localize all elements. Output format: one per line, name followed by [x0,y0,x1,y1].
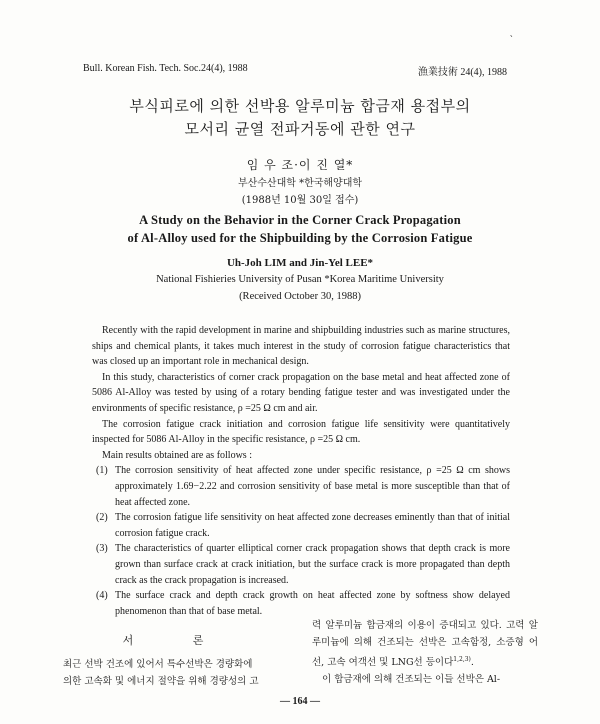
left-column-text [63,656,291,690]
right-column-paragraph: 력 알루미늄 합금재의 이용이 증대되고 있다. 고력 알루미늄에 의해 건조되는 선박은 고속함정, 소증형 어선, 고속 여객선 및 LNG선 등이다$^{1,2,3)}$. [312,620,538,669]
section-title-introduction: 서 론 [122,634,232,647]
english-title-line1: A Study on the Behavior in the Corner Crack Propagation [139,213,461,227]
right-column-text [312,617,538,688]
korean-authors: 임 우 조·이 진 열* [246,158,354,172]
korean-title-line1: 부식피로에 의한 선박용 알루미늄 합금재 용접부의 [129,97,471,115]
result-item: (1) The corrosion sensitivity of heat affected zone under specific resistance, ρ =25 Ω cm shows approximately 1.69−2.22 and corrosion sensitivity of base metal is more susceptible than that of heat affected zone. [96,465,510,508]
results-list [92,463,510,619]
left-column-line: 최근 선박 건조에 있어서 특수선박은 경량화에 [63,659,253,670]
english-title-line2: of Al-Alloy used for the Shipbuilding by the Corrosion Fatigue [127,231,473,245]
result-item: (2) The corrosion fatigue life sensitivity on heat affected zone decreases eminently than that of initial corrosion fatigue crack. [96,512,510,539]
abstract [92,323,510,619]
abstract-paragraph-1: Recently with the rapid development in marine and shipbuilding industries such as marine structures, ships and chemical plants, it takes much interest in the study of corrosion fatigue characteristics that was closed up an important role in mechanical design. [92,325,510,368]
abstract-paragraph-4: Main results obtained are as follows : [102,449,252,461]
corner-mark: ` [509,36,514,46]
korean-affiliation: 부산수산대학 *한국해양대학 [237,178,363,189]
result-item: (4) The surface crack and depth crack growth on heat affected zone by softness show delayed phenomenon than that of base metal. [96,590,510,617]
korean-title-line2: 모서리 균열 전파거동에 관한 연구 [184,120,416,138]
korean-received-date: (1988년 10월 30일 접수) [241,195,359,206]
abstract-paragraph-3: The corrosion fatigue crack initiation and corrosion fatigue life sensitivity were quantitatively inspected for 5086 Al-Alloy in the specific resistance, ρ =25 Ω cm. [92,418,510,446]
english-affiliation: National Fishieries University of Pusan *Korea Maritime University [156,274,444,285]
abstract-paragraph-2: In this study, characteristics of corner crack propagation on the base metal and heat affected zone of 5086 Al-Alloy was tested by using of a rotary bending fatigue tester and was investigated under the environments of specific resistance, ρ =25 Ω cm and air. [92,371,510,414]
journal-header-left: Bull. Korean Fish. Tech. Soc.24(4), 1988 [83,63,248,74]
citation: 1,2,3) [453,656,471,663]
right-column-paragraph: 이 합금재에 의해 건조되는 이들 선박은 Al- [322,674,501,686]
english-authors: Uh-Joh LIM and Jin-Yel LEE* [226,257,374,269]
left-column-line: 의한 고속화 및 에너지 절약을 위해 경량성의 고 [63,676,259,687]
result-item: (3) The characteristics of quarter elliptical corner crack propagation shows that depth crack is more grown than surface crack at crack initiation, but the surface crack is more propagated than depth crack as the crack propagation is increased. [96,543,510,586]
page-number: — 164 — [280,696,320,707]
english-received-date: (Received October 30, 1988) [239,291,361,302]
journal-header-right: 漁業技術 24(4), 1988 [417,67,507,78]
